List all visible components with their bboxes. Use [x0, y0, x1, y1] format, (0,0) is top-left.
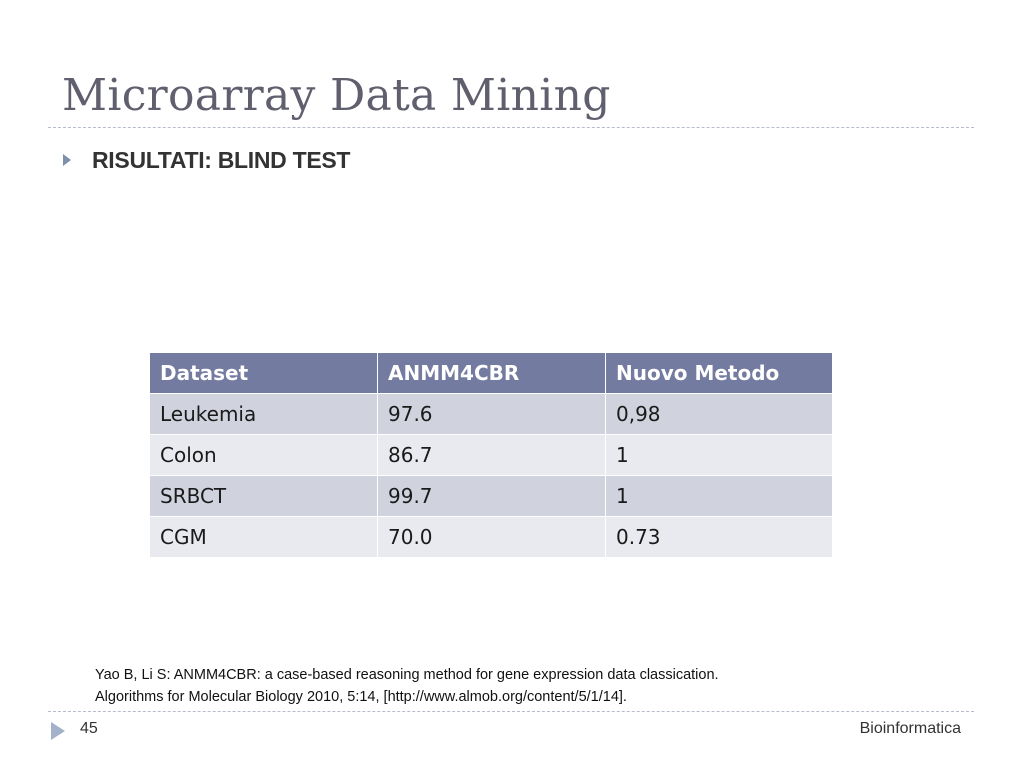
table-row	[150, 394, 833, 435]
cell-nuovo-metodo: 0.73	[606, 517, 833, 558]
footer-label: Bioinformatica	[859, 720, 961, 737]
results-table	[149, 352, 833, 558]
page-number: 45	[80, 720, 98, 737]
cell-dataset: Colon	[150, 435, 378, 476]
header-dataset: Dataset	[150, 353, 378, 394]
footer-divider	[48, 711, 974, 712]
title-divider	[48, 127, 974, 128]
cell-anmm4cbr: 97.6	[378, 394, 606, 435]
triangle-right-icon	[62, 146, 80, 174]
slide-title: Microarray Data Mining	[62, 70, 611, 121]
bullet-text: RISULTATI: BLIND TEST	[92, 146, 351, 173]
cell-dataset: SRBCT	[150, 476, 378, 517]
table-row	[150, 435, 833, 476]
citation-line-1: Yao B, Li S: ANMM4CBR: a case-based reasoning method for gene expression data classication.	[95, 667, 719, 683]
bullet-item	[62, 146, 350, 174]
cell-nuovo-metodo: 1	[606, 476, 833, 517]
table-row	[150, 517, 833, 558]
cell-dataset: Leukemia	[150, 394, 378, 435]
cell-nuovo-metodo: 1	[606, 435, 833, 476]
cell-dataset: CGM	[150, 517, 378, 558]
cell-nuovo-metodo: 0,98	[606, 394, 833, 435]
play-triangle-icon	[50, 721, 66, 746]
citation	[95, 664, 719, 708]
cell-anmm4cbr: 86.7	[378, 435, 606, 476]
header-nuovo-metodo: Nuovo Metodo	[606, 353, 833, 394]
table-header-row	[150, 353, 833, 394]
cell-anmm4cbr: 99.7	[378, 476, 606, 517]
header-anmm4cbr: ANMM4CBR	[378, 353, 606, 394]
citation-line-2: Algorithms for Molecular Biology 2010, 5:14, [http://www.almob.org/content/5/1/14].	[95, 689, 627, 705]
cell-anmm4cbr: 70.0	[378, 517, 606, 558]
table-row	[150, 476, 833, 517]
